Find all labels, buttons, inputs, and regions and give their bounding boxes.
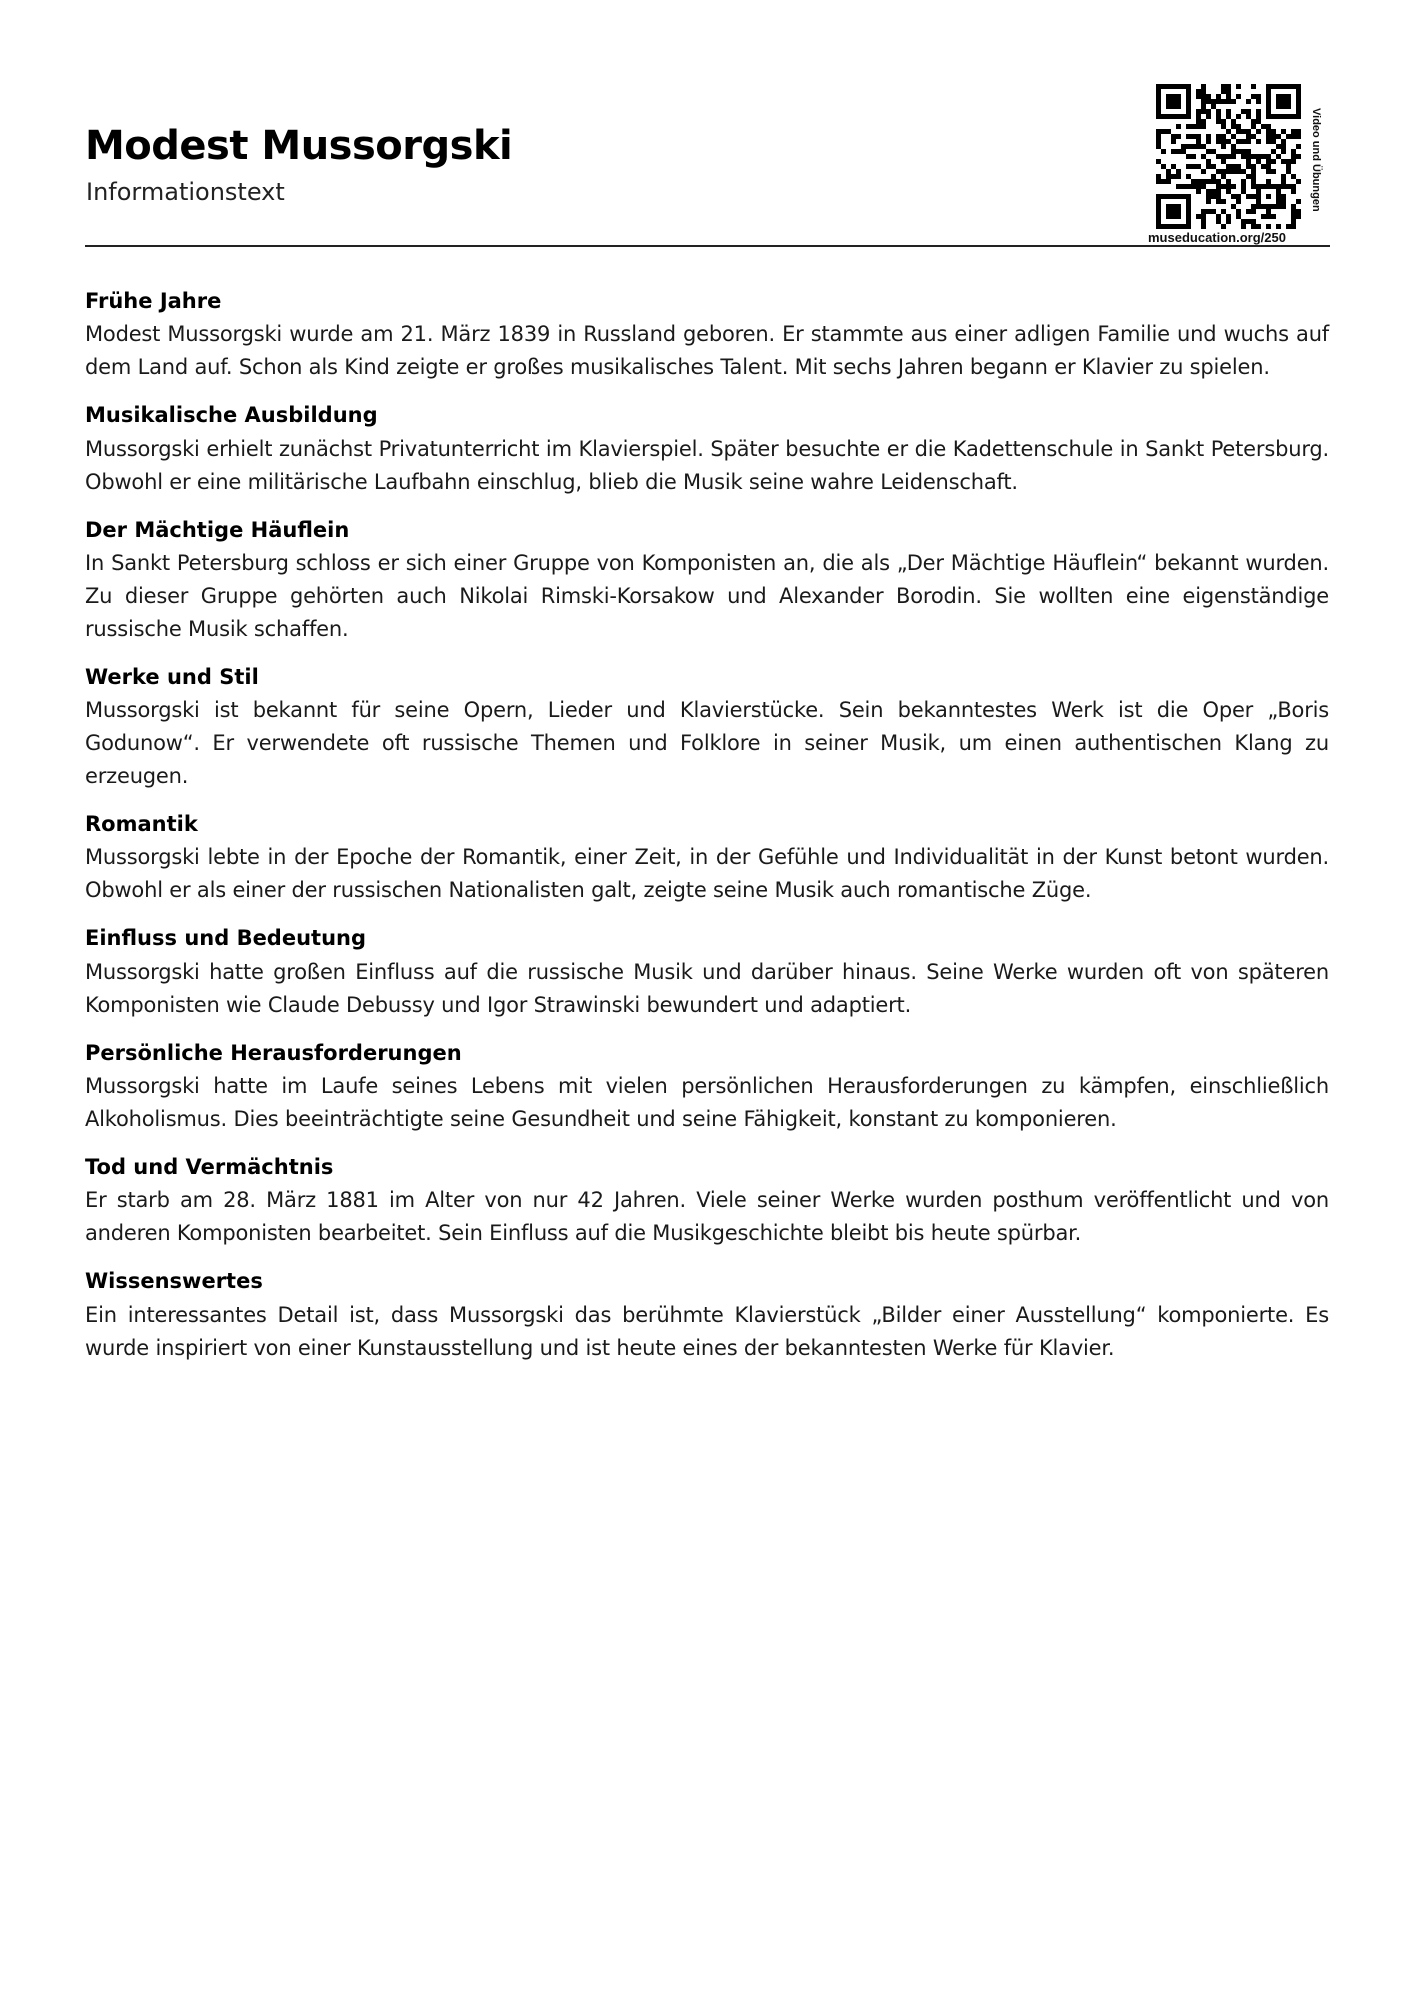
section-text: Ein interessantes Detail ist, dass Mussorgski das berühmte Klavierstück „Bilder einer Ausstellung“ komponierte. Es wurde inspiriert von einer Kunstausstellung und ist heute eines der bekanntesten Werke für Klavier. [85, 1302, 1329, 1360]
section-text: Mussorgski erhielt zunächst Privatunterricht im Klavierspiel. Später besuchte er die Kadettenschule in Sankt Petersburg. Obwohl er eine militärische Laufbahn einschlug, blieb die Musik seine wahre Leidenschaft. [85, 436, 1329, 494]
section-text: Modest Mussorgski wurde am 21. März 1839 in Russland geboren. Er stammte aus einer adligen Familie und wuchs auf dem Land auf. Schon als Kind zeigte er großes musikalisches Talent. Mit sechs Jahren begann er Klavier zu spielen. [85, 322, 1329, 380]
section-text: Mussorgski ist bekannt für seine Opern, Lieder und Klavierstücke. Sein bekanntestes Werk ist die Oper „Boris Godunow“. Er verwendete oft russische Themen und Folklore in seiner Musik, um einen authentischen Klang zu erzeugen. [85, 698, 1329, 789]
section-text: Mussorgski lebte in der Epoche der Romantik, einer Zeit, in der Gefühle und Individualität in der Kunst betont wurden. Obwohl er als einer der russischen Nationalisten galt, zeigte seine Musik auch romantische Züge. [85, 845, 1329, 903]
section-werke-und-stil [85, 664, 1329, 793]
section-wissenswertes [85, 1268, 1329, 1364]
section-heading: Persönliche Herausforderungen [85, 1040, 462, 1065]
section-text: Mussorgski hatte im Laufe seines Lebens mit vielen persönlichen Herausforderungen zu kämpfen, einschließlich Alkoholismus. Dies beeinträchtigte seine Gesundheit und seine Fähigkeit, konstant zu komponieren. [85, 1074, 1329, 1132]
section-persoenliche-herausforderungen [85, 1040, 1329, 1136]
section-text: Mussorgski hatte großen Einfluss auf die russische Musik und darüber hinaus. Seine Werke wurden oft von späteren Komponisten wie Claude Debussy und Igor Strawinski bewundert und adaptiert. [85, 959, 1329, 1017]
page-subtitle: Informationstext [86, 178, 285, 206]
header-divider [85, 245, 1330, 247]
qr-code-icon[interactable] [1156, 84, 1301, 229]
section-heading: Frühe Jahre [85, 289, 222, 313]
section-musikalische-ausbildung [85, 402, 1329, 498]
section-heading: Romantik [85, 812, 198, 837]
section-romantik [85, 811, 1329, 907]
qr-url-link[interactable]: museducation.org/250 [1148, 230, 1286, 245]
section-heading: Der Mächtige Häuflein [85, 517, 350, 542]
section-heading: Musikalische Ausbildung [85, 403, 378, 428]
section-heading: Wissenswertes [85, 1269, 263, 1294]
article-body [85, 288, 1329, 1383]
section-fruehe-jahre [85, 288, 1329, 384]
qr-side-label: Video und Übungen [1310, 108, 1322, 212]
section-maechtige-haeuflein [85, 517, 1329, 646]
section-text: Er starb am 28. März 1881 im Alter von nur 42 Jahren. Viele seiner Werke wurden posthum veröffentlicht und von anderen Komponisten bearbeitet. Sein Einfluss auf die Musikgeschichte bleibt bis heute spürbar. [85, 1188, 1329, 1246]
page-title: Modest Mussorgski [85, 123, 513, 169]
section-heading: Einfluss und Bedeutung [85, 926, 367, 951]
section-tod-und-vermaechtnis [85, 1154, 1329, 1250]
section-einfluss-und-bedeutung [85, 925, 1329, 1021]
section-heading: Werke und Stil [85, 664, 259, 689]
section-heading: Tod und Vermächtnis [85, 1155, 334, 1180]
section-text: In Sankt Petersburg schloss er sich einer Gruppe von Komponisten an, die als „Der Mächtige Häuflein“ bekannt wurden. Zu dieser Gruppe gehörten auch Nikolai Rimski-Korsakow und Alexander Borodin. Sie wollten eine eigenständige russische Musik schaffen. [85, 550, 1329, 641]
